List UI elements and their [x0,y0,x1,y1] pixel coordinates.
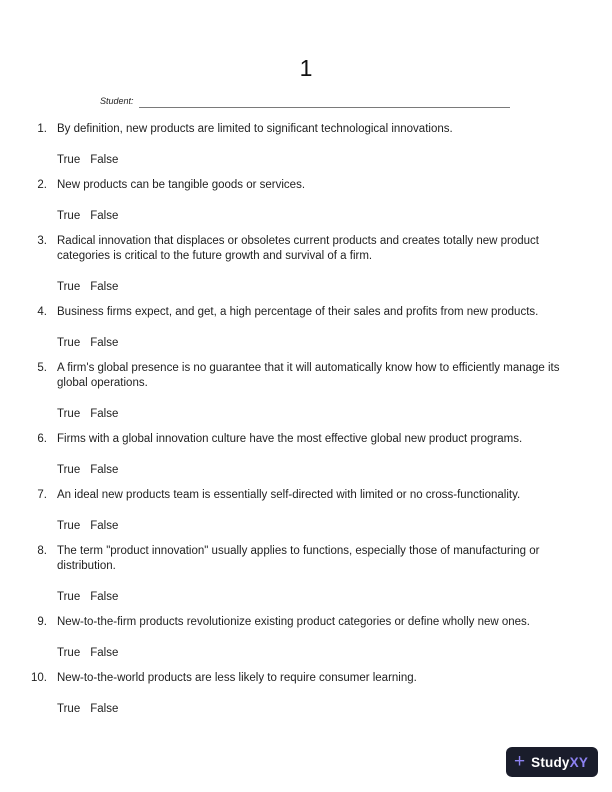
answer-options [57,646,577,661]
question-item [30,544,577,605]
student-name-blank [139,95,510,108]
page-title: 1 [299,55,313,81]
true-option[interactable]: True [57,591,81,603]
answer-options [57,153,577,168]
question-row [30,178,577,193]
answer-options [57,519,577,534]
false-option[interactable]: False [90,337,119,349]
studyxy-logo [506,747,598,777]
answer-options [57,702,577,717]
question-row [30,432,577,447]
true-option[interactable]: True [57,281,81,293]
question-number: 3. [37,235,47,247]
question-text: By definition, new products are limited to significant technological innovations. [57,123,453,135]
answer-options [57,590,577,605]
question-item [30,488,577,534]
question-number: 2. [37,179,47,191]
question-text: New products can be tangible goods or services. [57,179,306,191]
question-item [30,361,577,422]
brand-name [531,755,588,770]
false-option[interactable]: False [90,281,119,293]
question-text: Business firms expect, and get, a high percentage of their sales and profits from new products. [57,306,539,318]
question-number: 6. [37,433,47,445]
question-row [30,361,577,391]
false-option[interactable]: False [90,154,119,166]
question-row [30,488,577,503]
question-number: 9. [37,616,47,628]
question-item [30,671,577,717]
question-item [30,234,577,295]
true-option[interactable]: True [57,154,81,166]
brand-name-accent: XY [569,754,589,770]
question-number: 8. [37,545,47,557]
question-row [30,122,577,137]
plus-icon: + [514,750,526,772]
true-option[interactable]: True [57,337,81,349]
question-text: The term "product innovation" usually applies to functions, especially those of manufacturing or distribution. [57,545,540,572]
question-number: 4. [37,306,47,318]
true-option[interactable]: True [57,464,81,476]
answer-options [57,463,577,478]
question-number: 7. [37,489,47,501]
true-option[interactable]: True [57,210,81,222]
question-text: Radical innovation that displaces or obsoletes current products and creates totally new product categories is critical to the future growth and survival of a firm. [57,235,539,262]
answer-options [57,280,577,295]
answer-options [57,407,577,422]
false-option[interactable]: False [90,703,119,715]
question-number: 5. [37,362,47,374]
false-option[interactable]: False [90,408,119,420]
question-text: Firms with a global innovation culture have the most effective global new product programs. [57,433,523,445]
question-text: New-to-the-world products are less likely to require consumer learning. [57,672,417,684]
question-text: New-to-the-firm products revolutionize existing product categories or define wholly new ones. [57,616,531,628]
question-item [30,178,577,224]
question-text: An ideal new products team is essentially self-directed with limited or no cross-functionality. [57,489,521,501]
true-option[interactable]: True [57,647,81,659]
question-number: 1. [37,123,47,135]
question-text: A firm's global presence is no guarantee that it will automatically know how to efficiently manage its global operations. [57,362,560,389]
answer-options [57,209,577,224]
question-list [30,122,577,727]
true-option[interactable]: True [57,703,81,715]
student-row [100,95,510,108]
false-option[interactable]: False [90,210,119,222]
question-number: 10. [31,672,47,684]
false-option[interactable]: False [90,520,119,532]
question-row [30,544,577,574]
question-row [30,305,577,320]
true-option[interactable]: True [57,408,81,420]
answer-options [57,336,577,351]
question-row [30,671,577,686]
false-option[interactable]: False [90,647,119,659]
question-item [30,305,577,351]
false-option[interactable]: False [90,464,119,476]
false-option[interactable]: False [90,591,119,603]
question-item [30,432,577,478]
brand-name-primary: Study [531,754,570,770]
question-item [30,615,577,661]
true-option[interactable]: True [57,520,81,532]
question-item [30,122,577,168]
question-row [30,234,577,264]
student-label: Student: [100,96,134,106]
question-row [30,615,577,630]
